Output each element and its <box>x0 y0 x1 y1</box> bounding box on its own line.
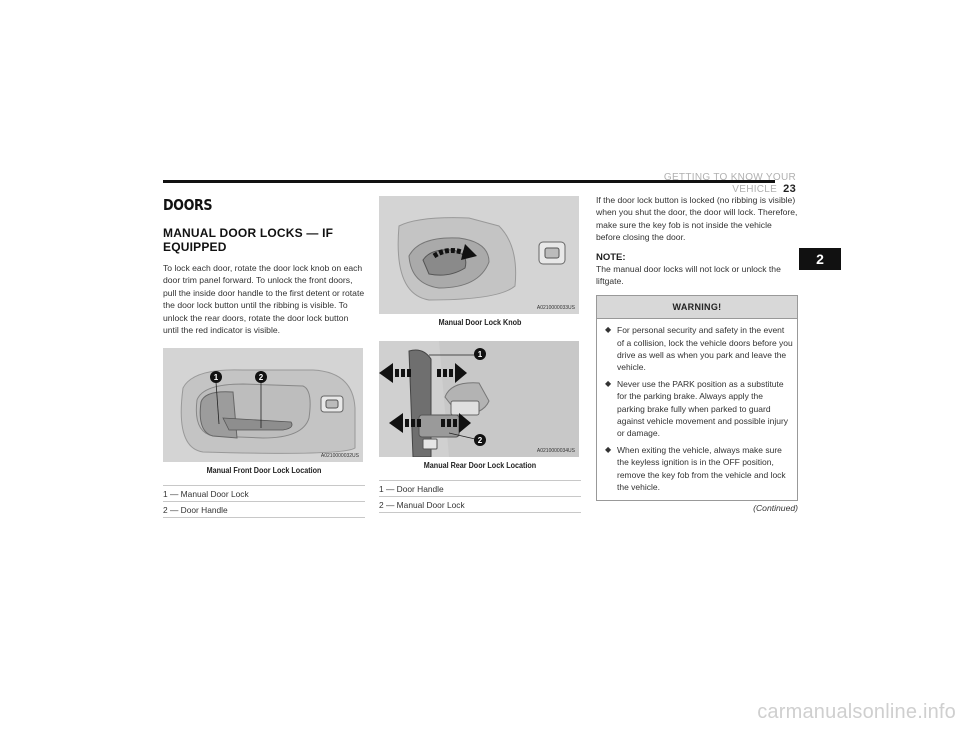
figure-code: A0210000034US <box>536 448 575 454</box>
bullet-icon: ◆ <box>605 445 612 455</box>
intro-paragraph: To lock each door, rotate the door lock knob on each door trim panel forward. To unlock the front doors, pull the inside door handle to the first detent or rotate the door lock button until the ribbing is visible. To unlock the rear doors, rotate the door lock button until the red indicator is visible. <box>163 263 365 336</box>
legend-row: 2 — Manual Door Lock <box>379 496 581 513</box>
callout-1: 1 <box>477 350 483 359</box>
legend-row: 1 — Manual Door Lock <box>163 485 365 501</box>
figure-code: A0210000033US <box>536 305 575 311</box>
chapter-tab: 2 <box>799 248 841 270</box>
bullet-icon: ◆ <box>605 379 612 389</box>
rear-door-illustration <box>379 341 579 457</box>
page-number: 23 <box>783 183 796 195</box>
bullet-icon: ◆ <box>605 325 612 335</box>
warning-box <box>596 295 798 501</box>
figure-code: A0210000032US <box>320 453 359 460</box>
warning-item <box>601 324 793 373</box>
continued-label: (Continued) <box>753 503 798 514</box>
subsection-title: MANUAL DOOR LOCKS — IF EQUIPPED <box>163 226 334 254</box>
warning-item-text: For personal security and safety in the event of a collision, lock the vehicle doors before you drive as well as when you park and leave the vehicle. <box>617 325 793 373</box>
warning-item-text: Never use the PARK position as a substitute for the parking brake. Always apply the parking brake fully when parked to guard against vehicle movement and possible injury or damage. <box>617 379 789 439</box>
warning-item-text: When exiting the vehicle, always make sure the keyless ignition is in the OFF position, remove the key fob from the vehicle and lock the vehicle. <box>617 445 786 492</box>
column-1 <box>163 196 365 518</box>
front-door-illustration <box>163 348 363 462</box>
section-title: DOORS <box>163 196 213 214</box>
section-label: GETTING TO KNOW YOUR VEHICLE <box>663 172 796 195</box>
legend-table <box>163 485 365 518</box>
warning-list <box>597 319 797 500</box>
warning-title: WARNING! <box>597 296 797 319</box>
legend-row: 1 — Door Handle <box>379 480 581 496</box>
warning-item <box>601 378 793 439</box>
rear-door-lock-figure <box>379 341 579 457</box>
running-header <box>620 172 796 195</box>
legend-row: 2 — Door Handle <box>163 501 365 518</box>
figure-caption: Manual Door Lock Knob <box>438 318 522 327</box>
figure-caption: Manual Rear Door Lock Location <box>423 461 537 470</box>
front-door-lock-figure <box>163 348 363 462</box>
lock-paragraph: If the door lock button is locked (no ribbing is visible) when you shut the door, the door will lock. Therefore, make sure the key fob is not inside the vehicle before closing the door. <box>596 195 798 243</box>
note-text: The manual door locks will not lock or unlock the liftgate. <box>596 263 781 287</box>
callout-2: 2 <box>477 436 483 445</box>
callout-1: 1 <box>213 373 219 383</box>
door-lock-knob-figure <box>379 196 579 314</box>
warning-item <box>601 444 793 493</box>
watermark: carmanualsonline.info <box>757 701 956 723</box>
note-label: NOTE: <box>596 251 626 263</box>
figure-caption: Manual Front Door Lock Location <box>206 466 322 476</box>
door-lock-knob-illustration <box>379 196 579 314</box>
legend-table <box>379 480 581 513</box>
column-2 <box>379 196 581 513</box>
callout-2: 2 <box>258 373 264 383</box>
column-3 <box>596 194 798 513</box>
